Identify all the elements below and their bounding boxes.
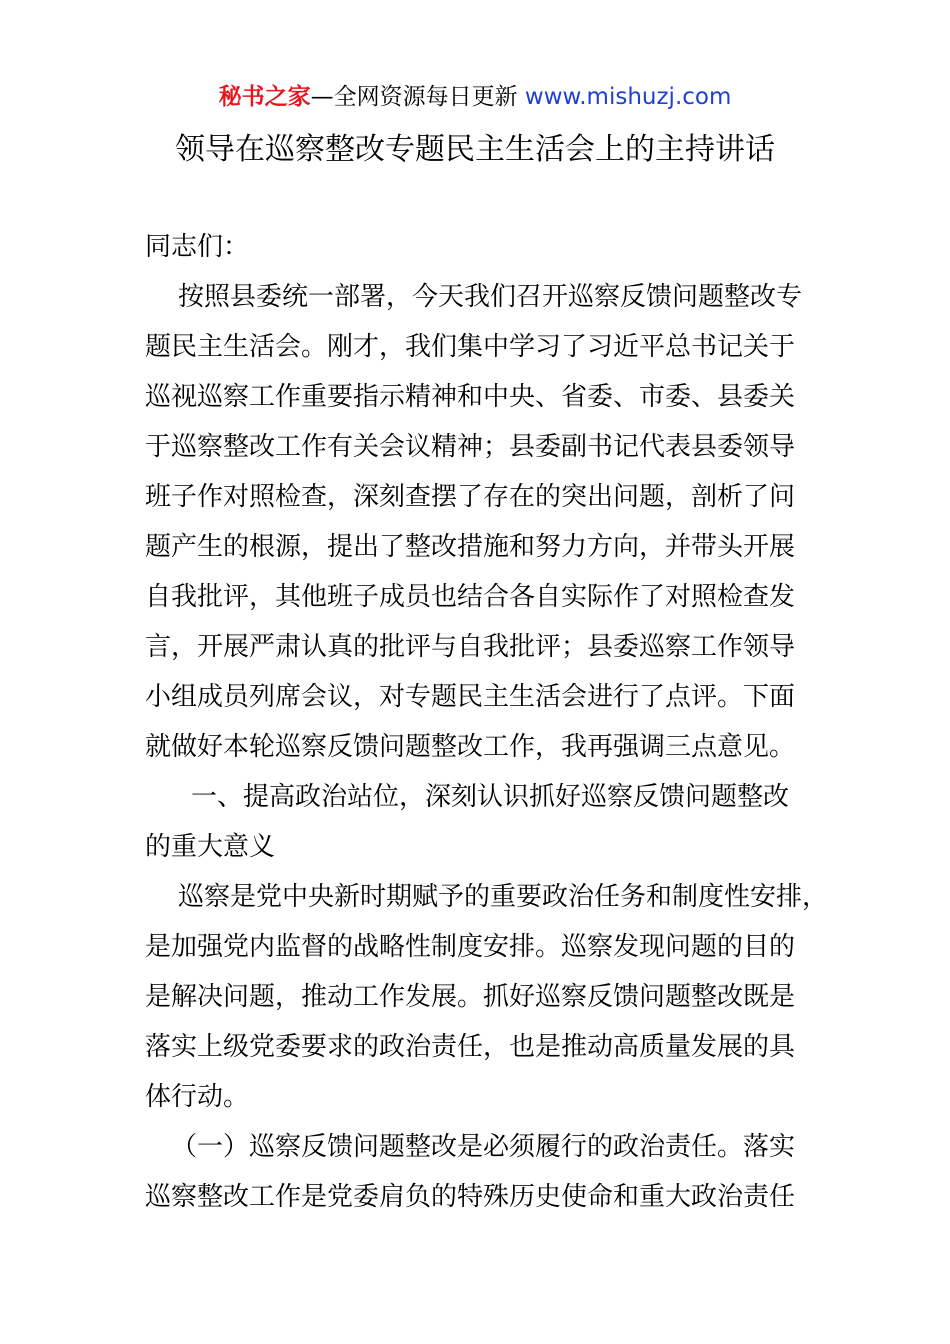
paragraph-line: 落实上级党委要求的政治责任，也是推动高质量发展的具 xyxy=(145,1032,796,1062)
document-title: 领导在巡察整改专题民主生活会上的主持讲话 xyxy=(175,132,775,167)
section-heading: 一、提高政治站位，深刻认识抓好巡察反馈问题整改 xyxy=(191,782,790,812)
paragraph-line: 巡视巡察工作重要指示精神和中央、省委、市委、县委关 xyxy=(145,382,796,412)
paragraph-line: 按照县委统一部署，今天我们召开巡察反馈问题整改专 xyxy=(178,282,803,312)
paragraph-line: 于巡察整改工作有关会议精神；县委副书记代表县委领导 xyxy=(145,432,796,462)
document-body xyxy=(145,222,829,1222)
paragraph-line: 小组成员列席会议，对专题民主生活会进行了点评。下面 xyxy=(145,682,796,712)
paragraph-line: 班子作对照检查，深刻查摆了存在的突出问题，剖析了问 xyxy=(145,482,796,512)
paragraph-line: 言，开展严肃认真的批评与自我批评；县委巡察工作领导 xyxy=(145,632,796,662)
subsection-line: （一）巡察反馈问题整改是必须履行的政治责任。落实 xyxy=(171,1132,796,1162)
paragraph-line: 巡察整改工作是党委肩负的特殊历史使命和重大政治责任 xyxy=(145,1182,796,1212)
section-heading: 的重大意义 xyxy=(145,832,276,862)
site-url[interactable]: www.mishuzj.com xyxy=(524,84,732,110)
salutation: 同志们： xyxy=(145,232,250,262)
site-tagline: —全网资源每日更新 xyxy=(310,84,518,110)
paragraph-line: 就做好本轮巡察反馈问题整改工作，我再强调三点意见。 xyxy=(145,732,796,762)
paragraph-line: 是解决问题，推动工作发展。抓好巡察反馈问题整改既是 xyxy=(145,982,796,1012)
paragraph-line: 巡察是党中央新时期赋予的重要政治任务和制度性安排， xyxy=(178,882,829,912)
paragraph-line: 自我批评，其他班子成员也结合各自实际作了对照检查发 xyxy=(145,582,796,612)
paragraph-line: 是加强党内监督的战略性制度安排。巡察发现问题的目的 xyxy=(145,932,796,962)
paragraph-line: 题产生的根源，提出了整改措施和努力方向，并带头开展 xyxy=(145,532,796,562)
paragraph-line: 题民主生活会。刚才，我们集中学习了习近平总书记关于 xyxy=(145,332,796,362)
paragraph-line: 体行动。 xyxy=(145,1082,250,1112)
site-brand: 秘书之家 xyxy=(218,84,311,110)
site-header xyxy=(0,80,950,114)
